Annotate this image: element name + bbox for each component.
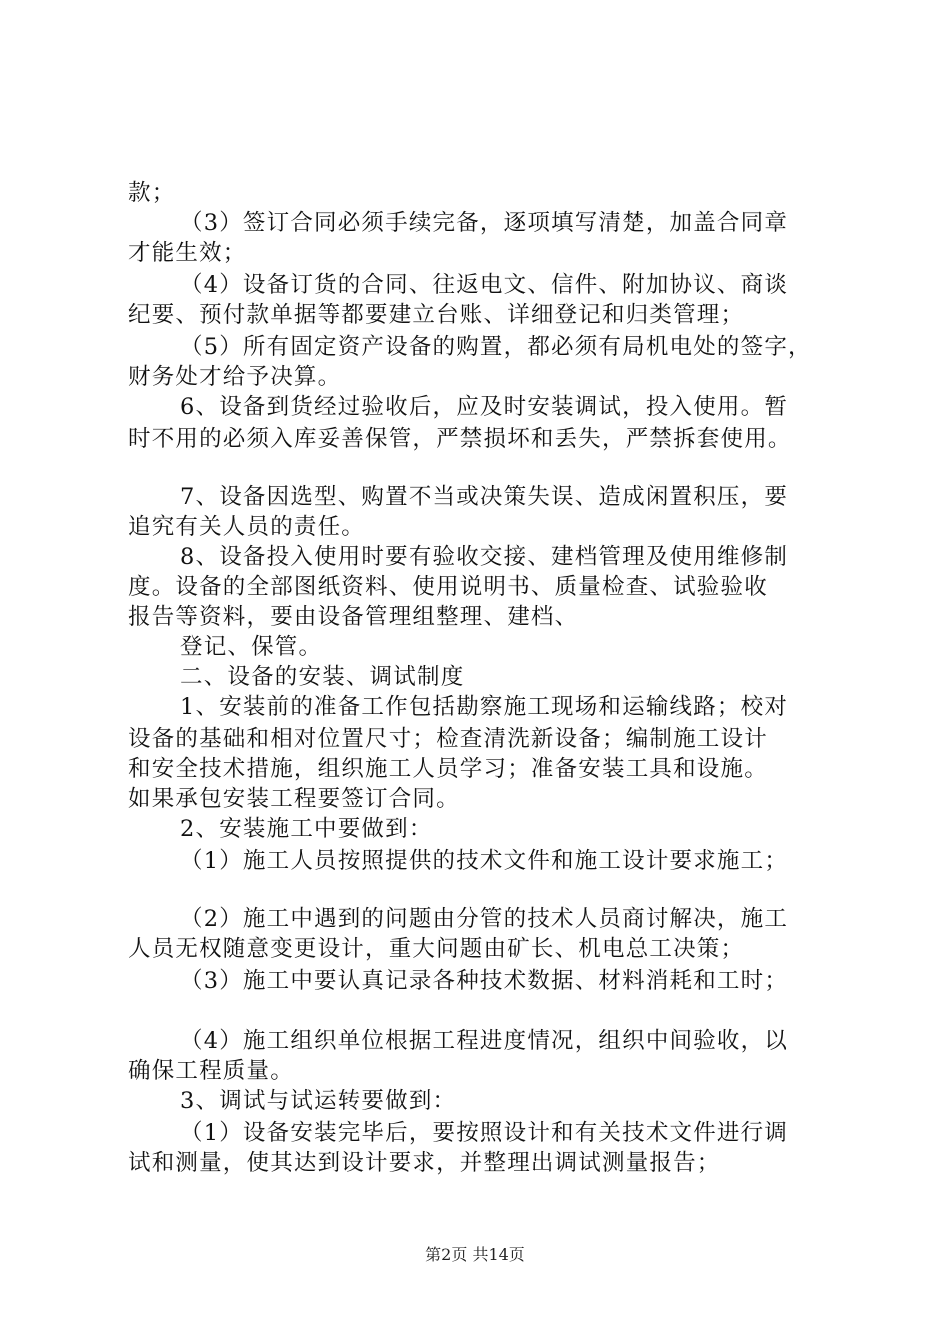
text-line: 如果承包安装工程要签订合同。 bbox=[128, 786, 460, 812]
text-line: （5）所有固定资产设备的购置，都必须有局机电处的签字， bbox=[180, 334, 812, 360]
text-line: 6、设备到货经过验收后，应及时安装调试，投入使用。暂 bbox=[180, 394, 789, 420]
text-line: 款； bbox=[128, 180, 176, 206]
text-line: 追究有关人员的责任。 bbox=[128, 514, 366, 540]
text-line: 财务处才给予决算。 bbox=[128, 364, 342, 390]
page-number-footer: 第2页 共14页 bbox=[425, 1245, 525, 1264]
section-heading: 二、设备的安装、调试制度 bbox=[180, 664, 465, 690]
text-line: 确保工程质量。 bbox=[128, 1058, 294, 1084]
text-line: （1）施工人员按照提供的技术文件和施工设计要求施工； bbox=[180, 848, 789, 874]
text-line: 人员无权随意变更设计，重大问题由矿长、机电总工决策； bbox=[128, 936, 745, 962]
text-line: （4）设备订货的合同、往返电文、信件、附加协议、商谈 bbox=[180, 272, 789, 298]
text-line: （1）设备安装完毕后，要按照设计和有关技术文件进行调 bbox=[180, 1120, 789, 1146]
text-line: 登记、保管。 bbox=[180, 634, 323, 660]
text-line: 7、设备因选型、购置不当或决策失误、造成闲置积压，要 bbox=[180, 484, 789, 510]
text-line: 8、设备投入使用时要有验收交接、建档管理及使用维修制 bbox=[180, 544, 789, 570]
text-line: 时不用的必须入库妥善保管，严禁损坏和丢失，严禁拆套使用。 bbox=[128, 426, 792, 452]
text-line: 和安全技术措施，组织施工人员学习；准备安装工具和设施。 bbox=[128, 756, 768, 782]
text-line: 2、安装施工中要做到： bbox=[180, 816, 433, 842]
text-line: 3、调试与试运转要做到： bbox=[180, 1088, 457, 1114]
text-line: 设备的基础和相对位置尺寸；检查清洗新设备；编制施工设计 bbox=[128, 726, 768, 752]
text-line: （3）签订合同必须手续完备，逐项填写清楚，加盖合同章 bbox=[180, 210, 789, 236]
text-line: 试和测量，使其达到设计要求，并整理出调试测量报告； bbox=[128, 1150, 721, 1176]
text-line: （3）施工中要认真记录各种技术数据、材料消耗和工时； bbox=[180, 968, 789, 994]
text-line: 度。设备的全部图纸资料、使用说明书、质量检查、试验验收 bbox=[128, 574, 768, 600]
text-line: 报告等资料，要由设备管理组整理、建档、 bbox=[128, 604, 579, 630]
text-line: （4）施工组织单位根据工程进度情况，组织中间验收，以 bbox=[180, 1028, 789, 1054]
text-line: 才能生效； bbox=[128, 240, 247, 266]
text-line: 1、安装前的准备工作包括勘察施工现场和运输线路；校对 bbox=[180, 694, 789, 720]
text-line: 纪要、预付款单据等都要建立台账、详细登记和归类管理； bbox=[128, 302, 745, 328]
text-line: （2）施工中遇到的问题由分管的技术人员商讨解决，施工 bbox=[180, 906, 789, 932]
